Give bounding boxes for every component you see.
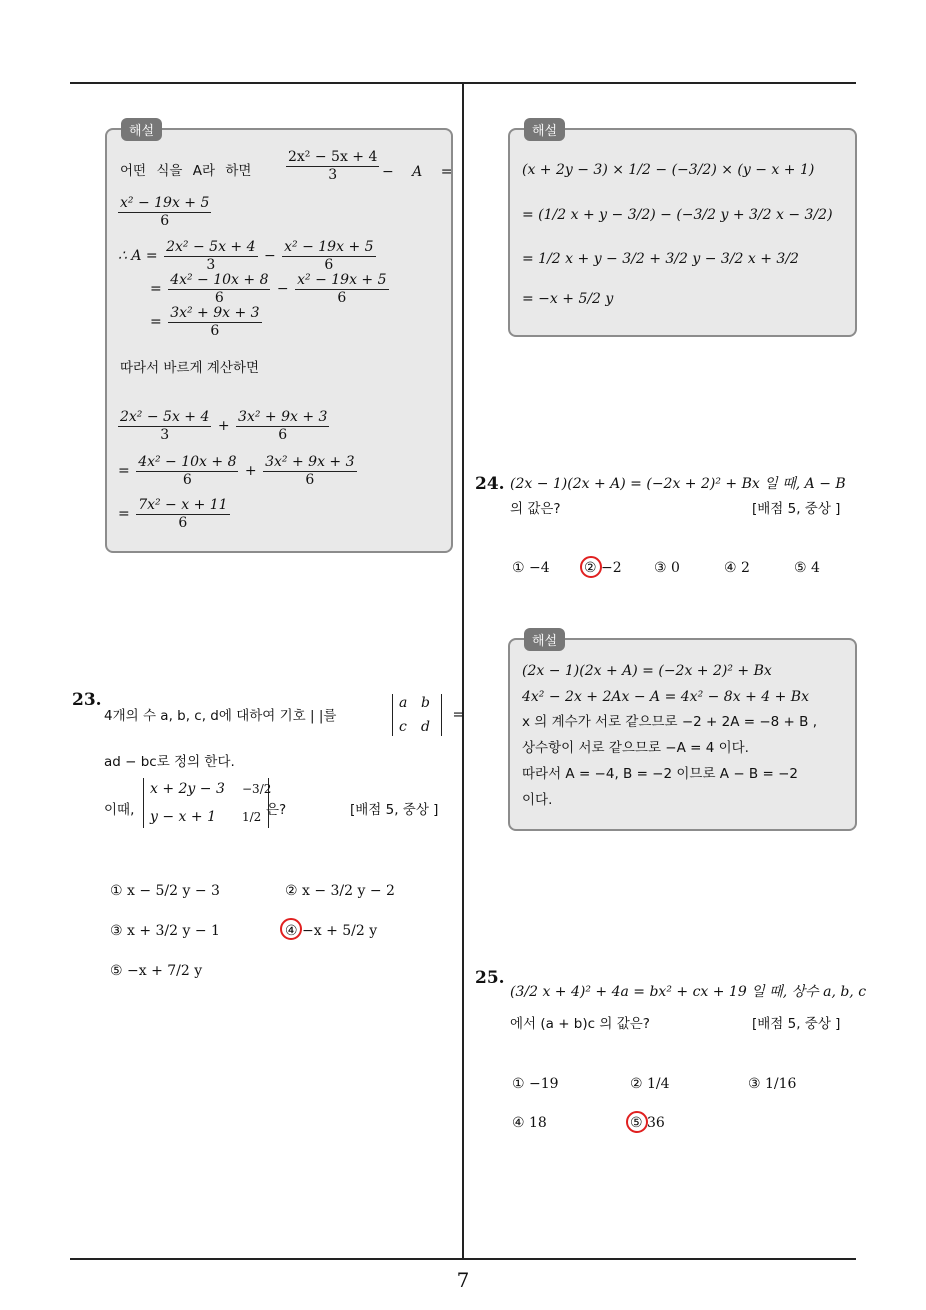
q25-line2: 에서 (a + b)c 의 값은? [510,1016,650,1032]
q24-choice-1[interactable]: ① −4 [512,560,550,576]
q25-choice-5[interactable]: ⑤ 36 [630,1115,665,1131]
frac-den: 6 [178,514,188,531]
matrix-11: x + 2y − 3 [150,781,225,797]
q23-choice-1[interactable]: ① x − 5/2 y − 3 [110,883,220,899]
q24-choice-3[interactable]: ③ 0 [654,560,680,576]
q24-score: [배점 5, 중상 ] [752,501,841,517]
frac-num: x² − 19x + 5 [297,272,387,288]
q25-line1: (3/2 x + 4)² + 4a = bx² + cx + 19 일 때, 상수 a, b, c [510,984,867,1000]
question-25-number: 25. [475,968,505,988]
q25-score: [배점 5, 중상 ] [752,1016,841,1032]
frac-num: x² − 19x + 5 [284,239,374,255]
q24-choice-4[interactable]: ④ 2 [724,560,750,576]
matrix-21: y − x + 1 [150,809,216,825]
frac-num: 2x² − 5x + 4 [288,149,378,165]
frac-den: 6 [160,212,170,229]
frac-num: 3x² + 9x + 3 [265,454,355,470]
sol22-line8: = $\frac{\text{7x² − x + 11}}{6}$ [118,497,228,531]
sol24-line2: 4x² − 2x + 2Ax − A = 4x² − 8x + 4 + Bx [522,689,809,705]
frac-den: 6 [214,289,224,306]
det-c: c [399,719,407,735]
frac-den: 6 [337,289,347,306]
q23-choice-4[interactable]: ④ −x + 5/2 y [285,923,378,939]
q23-det: a b c d = [392,694,464,736]
det-d: d [421,719,430,735]
q25-choice-4[interactable]: ④ 18 [512,1115,547,1131]
det-a: a [399,695,408,711]
frac-num: x² − 19x + 5 [120,195,210,211]
sol22-line2 [116,196,213,228]
frac-den: 6 [324,256,334,273]
q23-line1: 4개의 수 a, b, c, d에 대하여 기호 | |를 [104,708,337,724]
sol24-line4: 상수항이 서로 같으므로 −A = 4 이다. [522,740,749,756]
sol22-line1-frac [284,150,381,182]
sol22-line4: = $\frac{\text{4x² − 10x + 8}}{6}$ − $\frac{\text{x² − 19x + 5}}{6}$ [150,272,387,306]
sol23-line4: = −x + 5/2 y [522,291,614,307]
q23-score: [배점 5, 중상 ] [350,802,439,818]
sol24-line6: 이다. [522,792,553,808]
q24-line2: 의 값은? [510,501,561,517]
q25-choice-2[interactable]: ② 1/4 [630,1076,670,1092]
solution-tag: 해설 [121,118,162,141]
sol24-line1: (2x − 1)(2x + A) = (−2x + 2)² + Bx [522,663,772,679]
therefore-a: ∴ A = [118,248,158,265]
sol24-line5: 따라서 A = −4, B = −2 이므로 A − B = −2 [522,766,798,782]
determinant-2x2 [392,694,442,736]
det-b: b [421,695,430,711]
frac-num: 2x² − 5x + 4 [120,409,210,425]
frac-num: 4x² − 10x + 8 [170,272,269,288]
question-23-number: 23. [72,690,102,710]
q23-choice-2[interactable]: ② x − 3/2 y − 2 [285,883,395,899]
q23-choice-3[interactable]: ③ x + 3/2 y − 1 [110,923,220,939]
answer-circle-mark [626,1111,648,1133]
sol22-line1-tail: − A = [382,164,453,180]
answer-circle-mark [580,556,602,578]
solution-tag: 해설 [524,118,565,141]
sol23-line3: = 1/2 x + y − 3/2 + 3/2 y − 3/2 x + 3/2 [522,251,799,267]
frac-den: 6 [210,322,220,339]
frac-den: 3 [328,166,338,183]
question-24-number: 24. [475,474,505,494]
q23-matrix [143,778,272,828]
frac-num: 2x² − 5x + 4 [166,239,256,255]
bottom-rule [70,1258,856,1260]
frac-den: 6 [182,471,192,488]
sol22-line3: ∴ A = $\frac{\text{2x² − 5x + 4}}{3}$ − $\frac{\text{x² − 19x + 5}}{6}$ [118,239,374,273]
frac-den: 6 [305,471,315,488]
solution-tag: 해설 [524,628,565,651]
answer-circle-mark [280,918,302,940]
q24-choice-5[interactable]: ⑤ 4 [794,560,820,576]
q25-choice-1[interactable]: ① −19 [512,1076,559,1092]
sol22-line5: = $\frac{\text{3x² + 9x + 3}}{6}$ [150,305,260,339]
frac-den: 3 [206,256,216,273]
q23-suffix: 은? [266,802,287,818]
q24-choice-2[interactable]: ② −2 [584,560,622,576]
column-divider [462,82,464,1259]
q24-line1: (2x − 1)(2x + A) = (−2x + 2)² + Bx 일 때, A − B [510,476,846,492]
q23-prefix: 이때, [104,802,135,818]
frac-num: 3x² + 9x + 3 [170,305,260,321]
frac-den: 3 [160,426,170,443]
sol22-mid-text: 따라서 바르게 계산하면 [120,360,259,376]
sol22-line7: = $\frac{\text{4x² − 10x + 8}}{6}$ + $\frac{\text{3x² + 9x + 3}}{6}$ [118,454,355,488]
frac-num: 4x² − 10x + 8 [138,454,237,470]
page-number: 7 [456,1268,470,1292]
frac-den: 6 [278,426,288,443]
matrix-12: −3/2 [242,782,272,796]
matrix-22: 1/2 [242,810,262,824]
sol22-line6: $\frac{\text{2x² − 5x + 4}}{3}$ + $\frac{\text{3x² + 9x + 3}}{6}$ [120,409,328,443]
frac-num: 7x² − x + 11 [138,497,228,513]
q23-choice-5[interactable]: ⑤ −x + 7/2 y [110,963,203,979]
sol23-line2: = (1/2 x + y − 3/2) − (−3/2 y + 3/2 x − 3/2) [522,207,833,223]
sol22-line1-text: 어떤 식을 A라 하면 [120,163,252,179]
frac-num: 3x² + 9x + 3 [238,409,328,425]
q23-line2: ad − bc로 정의 한다. [104,754,235,770]
determinant-expression [143,778,272,828]
sol24-line3: x 의 계수가 서로 같으므로 −2 + 2A = −8 + B , [522,714,818,730]
q25-choice-3[interactable]: ③ 1/16 [748,1076,797,1092]
sol23-line1: (x + 2y − 3) × 1/2 − (−3/2) × (y − x + 1) [522,162,815,178]
solution-box-22 [105,124,453,553]
